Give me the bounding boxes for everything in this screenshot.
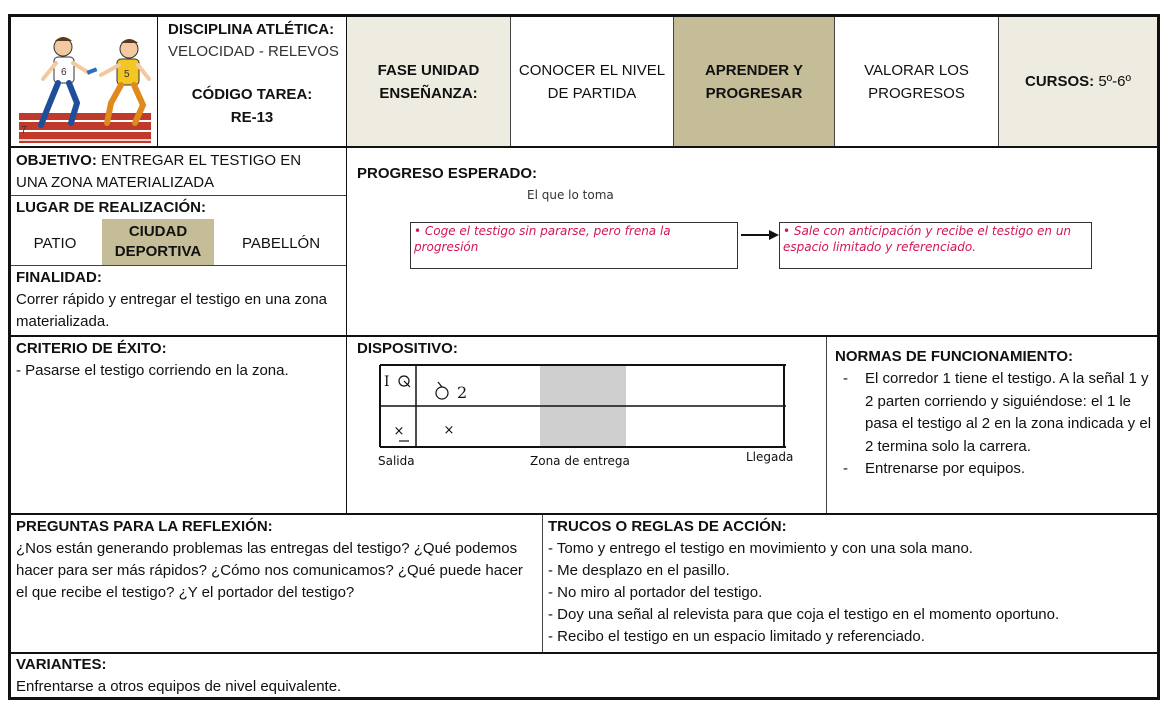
lugar-patio: PATIO	[33, 234, 77, 252]
preguntas-label: PREGUNTAS PARA LA REFLEXIÓN:	[16, 518, 273, 535]
codigo-label: CÓDIGO TAREA:	[191, 86, 313, 103]
relay-runners-icon	[11, 17, 157, 146]
trucos-label: TRUCOS O REGLAS DE ACCIÓN:	[548, 518, 787, 535]
lane2-cross-icon-2: ×	[443, 423, 455, 438]
relay-lane-diagram	[378, 363, 794, 473]
preguntas-text: ¿Nos están generando problemas las entregas del testigo? ¿Qué podemos hacer para ser más rápidos? ¿Cómo nos comunicamos? ¿Qué puede hacer el que recibe el testigo? ¿Y el portador del testigo?	[16, 540, 523, 601]
label-llegada: Llegada	[746, 450, 794, 464]
disciplina-label: DISCIPLINA ATLÉTICA:	[168, 21, 335, 38]
lugar-pabellon: PABELLÓN	[241, 234, 321, 252]
objetivo-text: ENTREGAR EL TESTIGO EN UNA ZONA MATERIALIZADA	[16, 152, 302, 191]
trucos-cell	[548, 516, 1154, 648]
cursos-label: CURSOS:	[1025, 73, 1095, 90]
progreso-box-to: • Sale con anticipación y recibe el testigo en un espacio limitado y referenciado.	[779, 222, 1092, 269]
criterio-cell	[16, 338, 341, 382]
cursos-cell	[999, 17, 1157, 146]
disciplina-cell	[158, 17, 346, 65]
trucos-item: - Recibo el testigo en un espacio limitado y referenciado.	[548, 628, 925, 645]
fase-aprender-selected: APRENDER Y PROGRESAR	[674, 17, 834, 146]
progreso-box-from: • Coge el testigo sin pararse, pero frena la progresión	[410, 222, 738, 269]
lane1-runner-number: 2	[457, 383, 468, 402]
finalidad-text: Correr rápido y entregar el testigo en una zona materializada.	[16, 291, 328, 330]
label-zona: Zona de entrega	[530, 454, 630, 468]
progreso-label: PROGRESO ESPERADO:	[357, 165, 538, 182]
lane1-mark: I	[384, 374, 390, 390]
header-logo	[11, 17, 157, 146]
runner-2-icon	[436, 387, 448, 399]
runner-1-bib: 6	[61, 67, 67, 78]
trucos-item: - Tomo y entrego el testigo en movimiento y con una sola mano.	[548, 540, 973, 557]
trucos-item: - Me desplazo en el pasillo.	[548, 562, 730, 579]
cursos-value: 5º-6º	[1098, 73, 1131, 90]
preguntas-cell	[16, 516, 536, 604]
disciplina-value: VELOCIDAD - RELEVOS	[168, 43, 339, 60]
normas-item: - El corredor 1 tiene el testigo. A la señal 1 y 2 parten corriendo y siguiéndose: el 1 le pasa el testigo al 2 en la zona indicada y el 2 termina solo la carrera.	[835, 368, 1153, 458]
variantes-label: VARIANTES:	[16, 656, 107, 673]
normas-label: NORMAS DE FUNCIONAMIENTO:	[835, 348, 1074, 365]
objetivo-label: OBJETIVO:	[16, 152, 97, 169]
finalidad-label: FINALIDAD:	[16, 269, 102, 286]
criterio-label: CRITERIO DE ÉXITO:	[16, 340, 167, 357]
codigo-cell	[158, 78, 346, 134]
runner-2-bib: 5	[124, 69, 130, 80]
codigo-value: RE-13	[230, 109, 274, 126]
normas-cell	[835, 346, 1153, 481]
criterio-text: - Pasarse el testigo corriendo en la zona.	[16, 362, 289, 379]
normas-item: - Entrenarse por equipos.	[835, 458, 1153, 481]
trucos-item: - Doy una señal al relevista para que coja el testigo en el momento oportuno.	[548, 606, 1060, 623]
variantes-cell	[16, 654, 716, 698]
lugar-label: LUGAR DE REALIZACIÓN:	[16, 199, 206, 216]
objetivo-cell	[16, 150, 336, 194]
lugar-ciudad-deportiva-selected: CIUDAD DEPORTIVA	[102, 219, 214, 265]
trucos-item: - No miro al portador del testigo.	[548, 584, 763, 601]
fase-valorar: VALORAR LOS PROGRESOS	[864, 61, 969, 102]
finalidad-cell	[16, 267, 341, 333]
fase-conocer: CONOCER EL NIVEL DE PARTIDA	[518, 61, 666, 102]
fase-label: FASE UNIDAD ENSEÑANZA:	[347, 17, 510, 146]
progreso-caption: El que lo toma	[527, 188, 614, 202]
label-salida: Salida	[378, 454, 415, 468]
logo-number: 7	[21, 125, 27, 136]
progress-arrow-icon	[739, 228, 781, 242]
dispositivo-label: DISPOSITIVO:	[357, 340, 458, 357]
variantes-text: Enfrentarse a otros equipos de nivel equivalente.	[16, 678, 342, 695]
lane2-cross-icon: ×	[393, 424, 405, 439]
